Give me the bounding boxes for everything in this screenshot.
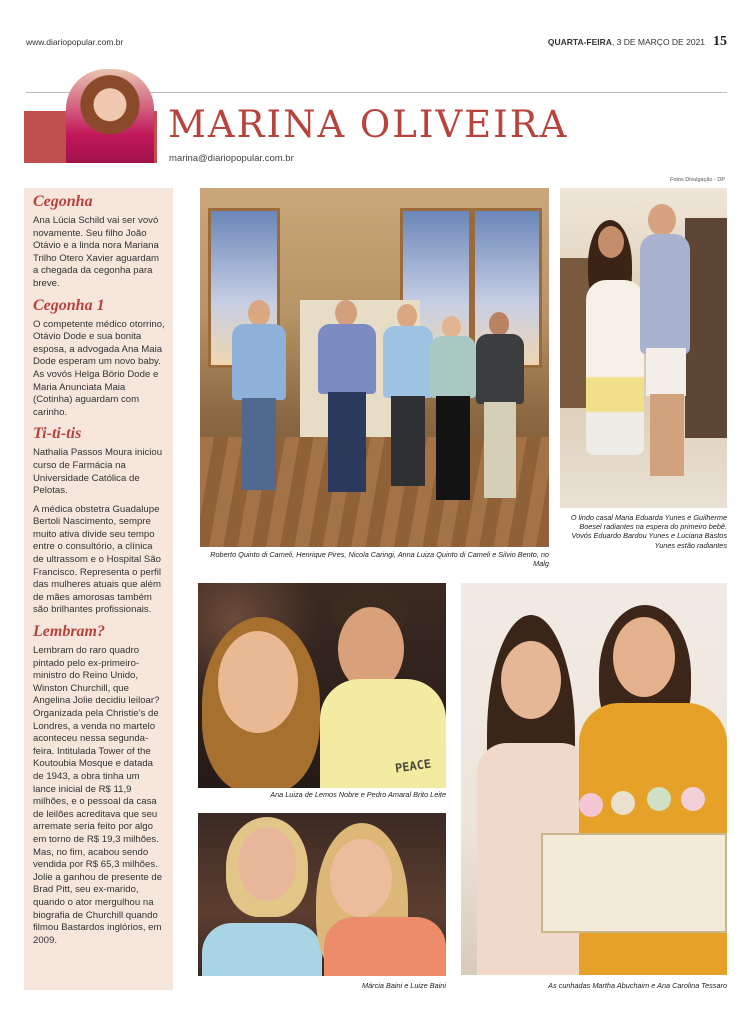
group-caption: Roberto Quinto di Cameli, Henrique Pires, Nicola Caringi, Anna Luiza Quinto di Cameli e Silvio Bento, no Malg	[210, 550, 549, 569]
note-section	[33, 425, 165, 617]
cake-pop	[611, 791, 635, 815]
note-title: Cegonha	[33, 193, 93, 210]
man-shirt	[640, 234, 690, 354]
woman-face	[598, 226, 624, 258]
group-photo	[200, 188, 549, 547]
note-paragraph: Ana Lúcia Schild vai ser vovó novamente. Seu filho João Otávio e a linda nora Mariana Trilho Otero Xavier aguardam a chegada da cegonha para breve.	[33, 215, 160, 289]
publication-date	[548, 37, 705, 47]
cake-pop	[681, 787, 705, 811]
man-shorts	[646, 348, 686, 396]
note-paragraph: O competente médico otorrino, Otávio Dode e sua bonita esposa, a advogada Ana Maia Dode esperam um novo baby. As vovós Helga Bório Dode e Maria Anunciata Maia (Cotinha) aguardam com carinho.	[33, 318, 165, 418]
note-section	[33, 623, 165, 947]
shirt-print: PEACE	[394, 756, 432, 776]
right-woman-face	[330, 839, 392, 917]
notes-sidebar	[24, 188, 173, 990]
right-woman-face	[613, 617, 675, 697]
date-text: , 3 DE MARÇO DE 2021	[611, 37, 705, 47]
cake-box	[541, 833, 727, 933]
selfie-photo	[198, 583, 446, 788]
note-title: Lembram?	[33, 623, 105, 641]
couple-caption: O lindo casal Maria Eduarda Yunes e Guilherme Boesel radiantes na espera do primeiro bebê. Vovós Eduardo Bardou Yunes e Luciana Bastos Yunes estão radiantes	[570, 513, 727, 550]
sisters-caption: As cunhadas Martha Abuchaim e Ana Carolina Tessaro	[548, 981, 727, 990]
man-shirt	[320, 679, 446, 788]
cake-pop	[579, 793, 603, 817]
page-number: 15	[713, 34, 727, 49]
columnist-name: MARINA OLIVEIRA	[168, 103, 569, 146]
weekday: QUARTA-FEIRA	[547, 37, 612, 47]
note-paragraph: A médica obstetra Guadalupe Bertoli Nascimento, sempre muito ativa divide seu tempo entre o consultório, a clínica de ultrassom e o Hospital São Francisco. Representa o perfil das mulheres atuais que além de mães amorosas também são brilhantes profissionais.	[33, 503, 161, 616]
left-woman-face	[501, 641, 561, 719]
columnist-portrait	[66, 69, 154, 163]
note-section	[33, 297, 165, 420]
cake-pop	[647, 787, 671, 811]
woman-face	[218, 631, 298, 733]
columnist-email[interactable]: marina@diariopopular.com.br	[169, 153, 294, 164]
left-woman-face	[238, 827, 296, 901]
selfie-caption: Ana Luiza de Lemos Nobre e Pedro Amaral Brito Leite	[270, 790, 446, 799]
blondes-caption: Márcia Baini e Luize Baini	[362, 981, 446, 990]
note-paragraph: Lembram do raro quadro pintado pelo ex-primeiro-ministro do Reino Unido, Winston Churchill, que Angelina Jolie decidiu leiloar? Organizada pela Christie’s de Londres, a venda no martelo aconteceu nessa segunda-feira. Intitulada Tower of the Koutoubia Mosque e datada de 1943, a obra tinha um lance inicial de R$ 11,9 milhões, e o pessoal da casa de leilões acreditava que seu arremate seria feito por algo em torno de R$ 19,3 milhões. Mas, no fim, acabou sendo vendida por R$ 65,3 milhões. Jolie a ganhou de presente de Brad Pitt, seu ex-marido, quando o ator mergulhou na biografia de Churchill quando filmou Bastardos inglórios, em 2009.	[33, 645, 163, 946]
man-legs	[650, 394, 684, 476]
note-title: Cegonha 1	[33, 296, 105, 314]
sisters-photo	[461, 583, 727, 975]
note-title: Ti-ti-tis	[33, 425, 82, 443]
cabinet	[685, 218, 727, 438]
couple-photo	[560, 188, 727, 508]
right-woman-dress	[324, 917, 446, 976]
note-paragraph: Nathalia Passos Moura iniciou curso de Farmácia na Universidade Católica de Pelotas.	[33, 447, 163, 497]
woman-dress	[586, 280, 644, 455]
page-header	[26, 34, 727, 50]
blondes-photo	[198, 813, 446, 976]
site-url[interactable]: www.diariopopular.com.br	[26, 37, 124, 47]
left-woman-dress	[202, 923, 322, 976]
man-face	[648, 204, 676, 236]
photo-credit: Fotos Divulgação - DP	[669, 177, 725, 183]
note-section	[33, 193, 165, 291]
